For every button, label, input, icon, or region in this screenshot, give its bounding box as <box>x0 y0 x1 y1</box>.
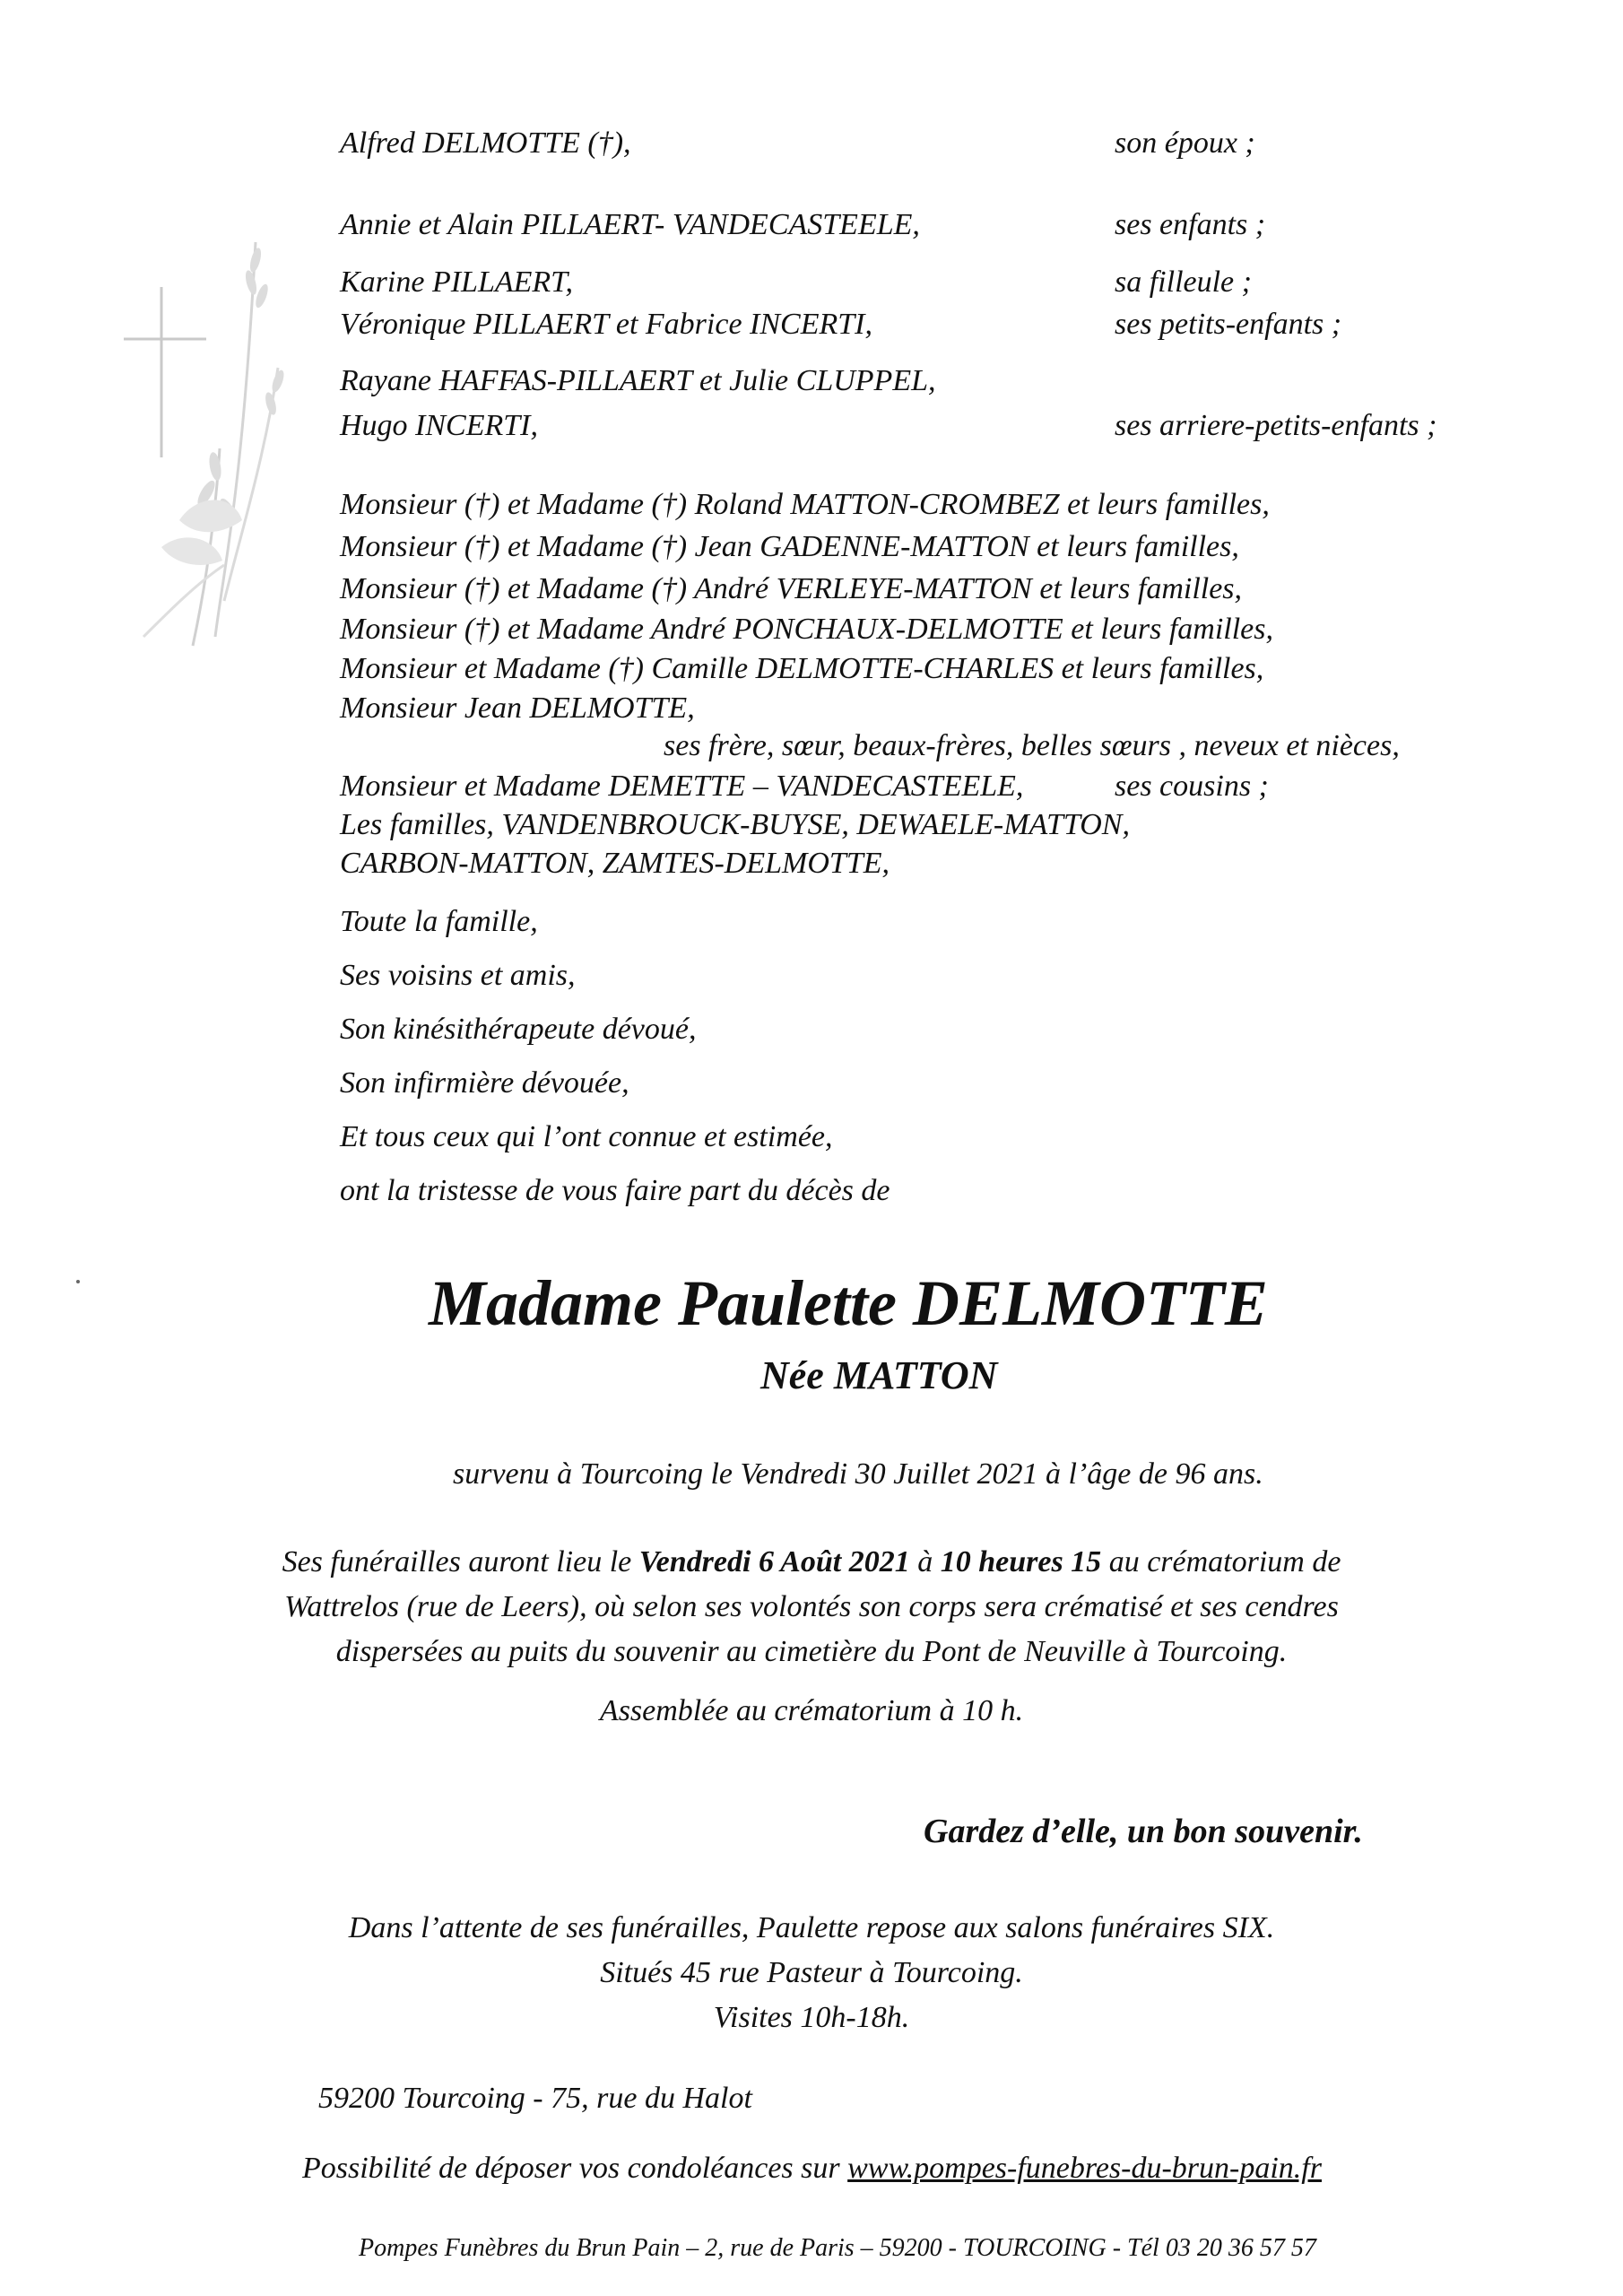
funeral-text: au crématorium de <box>1101 1545 1341 1578</box>
sibling-line: Monsieur et Madame (†) Camille DELMOTTE-CHARLES et leurs familles, <box>340 652 1264 685</box>
funeral-line-2: Wattrelos (rue de Leers), où selon ses volontés son corps sera crématisé et ses cendres <box>284 1590 1339 1623</box>
condolences-line <box>302 2151 1322 2187</box>
sibling-line: Monsieur (†) et Madame (†) Jean GADENNE-MATTON et leurs familles, <box>340 530 1239 563</box>
address: 59200 Tourcoing - 75, rue du Halot <box>318 2082 752 2115</box>
assembly-note: Assemblée au crématorium à 10 h. <box>599 1694 1024 1727</box>
family-relation: ses enfants ; <box>1115 208 1266 241</box>
visit-line: Situés 45 rue Pasteur à Tourcoing. <box>600 1956 1023 1989</box>
funeral-text: Ses funérailles auront lieu le <box>282 1545 639 1578</box>
sibling-line: Monsieur Jean DELMOTTE, <box>340 691 695 725</box>
others-line: Son infirmière dévouée, <box>340 1066 629 1100</box>
family-name: Véronique PILLAERT et Fabrice INCERTI, <box>340 308 872 341</box>
deceased-name: Madame Paulette DELMOTTE <box>429 1267 1268 1339</box>
cousins-relation: ses cousins ; <box>1115 770 1269 803</box>
others-line: Et tous ceux qui l’ont connue et estimée, <box>340 1120 833 1153</box>
family-name: Karine PILLAERT, <box>340 265 574 299</box>
sibling-line: Monsieur (†) et Madame (†) André VERLEYE-MATTON et leurs familles, <box>340 572 1243 605</box>
funeral-line-3: dispersées au puits du souvenir au cimetière du Pont de Neuville à Tourcoing. <box>335 1635 1288 1668</box>
condolences-text: Possibilité de déposer vos condoléances sur <box>302 2152 848 2185</box>
family-name: Rayane HAFFAS-PILLAERT et Julie CLUPPEL, <box>340 364 936 397</box>
family-relation: sa filleule ; <box>1115 265 1252 299</box>
deceased-maiden-name: Née MATTON <box>760 1353 998 1397</box>
family-relation: ses arriere-petits-enfants ; <box>1115 409 1437 442</box>
speck <box>76 1280 80 1283</box>
sibling-line: Monsieur (†) et Madame (†) Roland MATTON-CROMBEZ et leurs familles, <box>340 488 1270 521</box>
announcement: ont la tristesse de vous faire part du décès de <box>340 1174 890 1207</box>
death-notice: survenu à Tourcoing le Vendredi 30 Juillet 2021 à l’âge de 96 ans. <box>453 1457 1263 1491</box>
signoff: Gardez d’elle, un bon souvenir. <box>924 1813 1363 1850</box>
visit-line: Visites 10h-18h. <box>713 2001 910 2034</box>
funeral-time: 10 heures 15 <box>940 1545 1102 1578</box>
cousins-name: Monsieur et Madame DEMETTE – VANDECASTEELE, <box>340 770 1024 803</box>
funeral-line-1 <box>0 1544 1623 1581</box>
others-line: Ses voisins et amis, <box>340 959 576 992</box>
funeral-text: à <box>909 1545 941 1578</box>
families-line: Les familles, VANDENBROUCK-BUYSE, DEWAELE-MATTON, <box>340 808 1130 841</box>
family-relation: ses petits-enfants ; <box>1115 308 1342 341</box>
visit-line: Dans l’attente de ses funérailles, Paulette repose aux salons funéraires SIX. <box>348 1911 1275 1944</box>
others-line: Son kinésithérapeute dévoué, <box>340 1013 697 1046</box>
funeral-date: Vendredi 6 Août 2021 <box>638 1545 910 1578</box>
condolences-link[interactable]: www.pompes-funebres-du-brun-pain.fr <box>847 2152 1322 2185</box>
family-name: Annie et Alain PILLAERT- VANDECASTEELE, <box>340 208 920 241</box>
footer: Pompes Funèbres du Brun Pain – 2, rue de Paris – 59200 - TOURCOING - Tél 03 20 36 57 57 <box>359 2234 1316 2262</box>
siblings-relation: ses frère, sœur, beaux-frères, belles sœurs , neveux et nièces, <box>664 729 1400 762</box>
others-line: Toute la famille, <box>340 905 538 938</box>
family-name: Alfred DELMOTTE (†), <box>340 126 631 160</box>
sibling-line: Monsieur (†) et Madame André PONCHAUX-DELMOTTE et leurs familles, <box>340 613 1273 646</box>
family-relation: son époux ; <box>1115 126 1255 160</box>
families-line: CARBON-MATTON, ZAMTES-DELMOTTE, <box>340 847 890 880</box>
cross-and-wheat-icon <box>108 224 287 655</box>
family-name: Hugo INCERTI, <box>340 409 538 442</box>
